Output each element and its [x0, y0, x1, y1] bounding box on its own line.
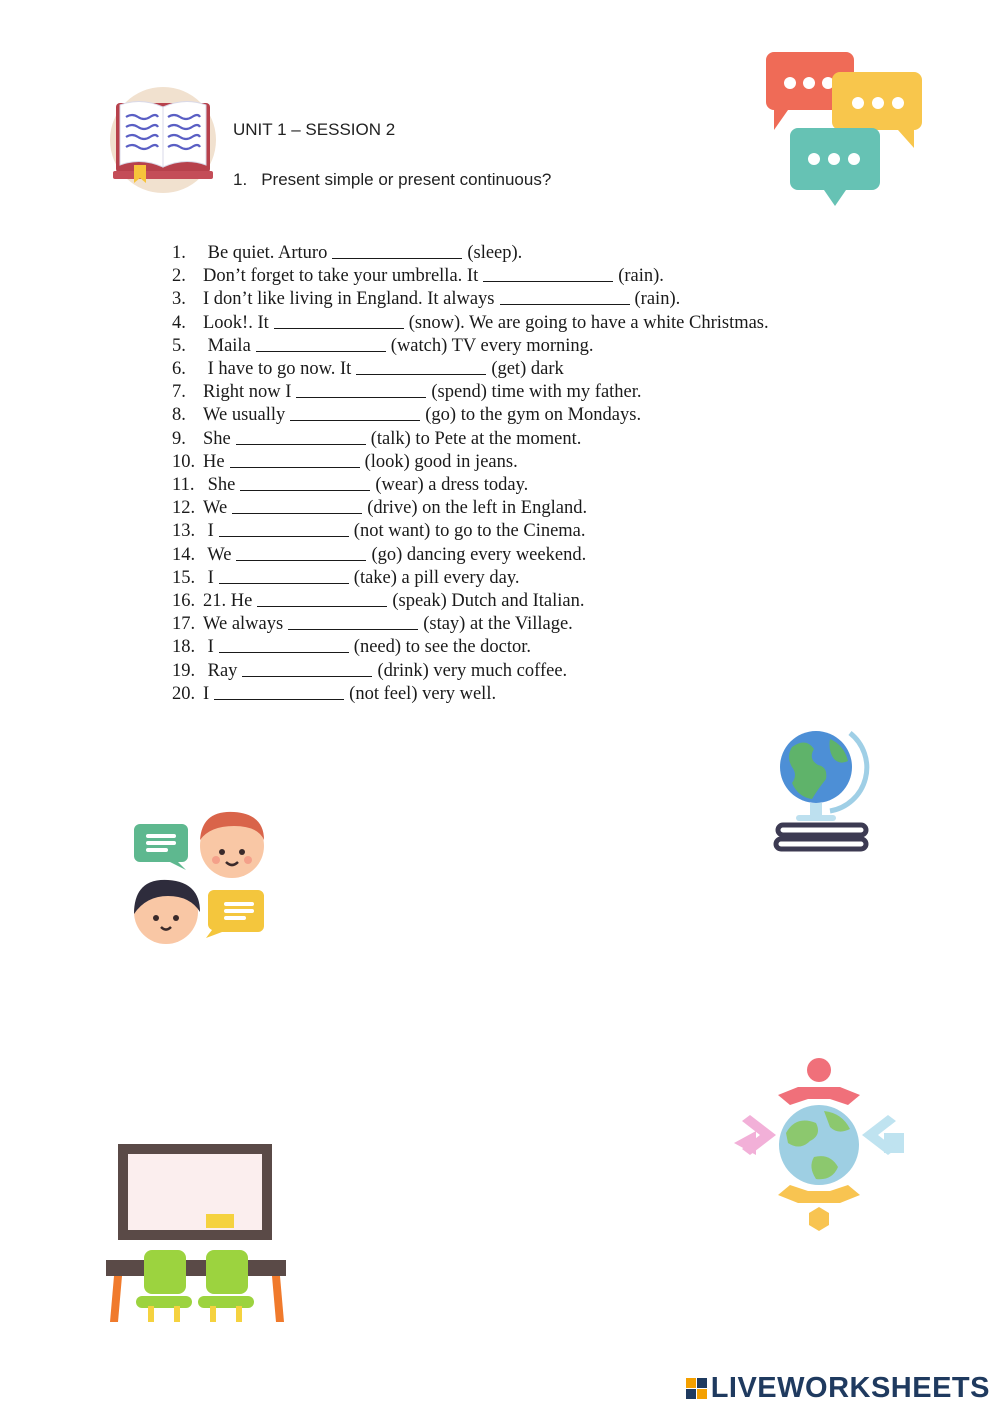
item-text-before: I	[203, 567, 214, 588]
answer-field[interactable]	[219, 636, 349, 653]
item-text-after: (get) dark	[491, 359, 564, 380]
item-text-after: (look) good in jeans.	[364, 451, 518, 472]
exercise-item	[172, 404, 872, 427]
answer-field[interactable]	[219, 567, 349, 584]
speech-bubbles-icon	[762, 48, 927, 210]
answer-field[interactable]	[232, 497, 362, 514]
exercise-list	[172, 242, 872, 706]
item-text-before: 21. He	[203, 591, 253, 612]
exercise-item	[172, 567, 872, 590]
logo-mark-icon	[686, 1378, 707, 1399]
answer-field[interactable]	[214, 683, 344, 700]
item-text-before: I	[203, 521, 214, 542]
exercise-item	[172, 358, 872, 381]
item-number: 6.	[172, 359, 186, 380]
item-text-before: Look!. It	[203, 312, 269, 333]
item-text-before: We usually	[203, 405, 286, 426]
item-text-before: Ray	[203, 660, 238, 681]
exercise-item	[172, 520, 872, 543]
item-text-after: (go) dancing every weekend.	[371, 544, 587, 565]
answer-field[interactable]	[236, 428, 366, 445]
item-text-before: Be quiet. Arturo	[203, 243, 328, 263]
item-text-before: He	[203, 451, 225, 472]
answer-field[interactable]	[236, 544, 366, 561]
answer-field[interactable]	[288, 613, 418, 630]
item-text-after: (rain).	[634, 289, 681, 310]
instruction-text: Present simple or present continuous?	[261, 170, 552, 189]
exercise-item	[172, 242, 872, 265]
item-number: 19.	[172, 660, 196, 681]
item-text-before: I don’t like living in England. It always	[203, 289, 495, 310]
answer-field[interactable]	[332, 242, 462, 259]
classroom-board-icon	[104, 1142, 289, 1327]
exercise-item	[172, 312, 872, 335]
item-text-before: We always	[203, 614, 284, 635]
item-text-before: We	[203, 544, 232, 565]
exercise-item	[172, 497, 872, 520]
item-text-before: I have to go now. It	[203, 359, 352, 380]
exercise-item	[172, 544, 872, 567]
item-number: 4.	[172, 312, 186, 333]
item-text-after: (sleep).	[467, 243, 523, 263]
instruction-number: 1.	[233, 170, 248, 189]
item-number: 20.	[172, 683, 196, 704]
exercise-item	[172, 265, 872, 288]
answer-field[interactable]	[219, 520, 349, 537]
exercise-item	[172, 660, 872, 683]
answer-field[interactable]	[356, 358, 486, 375]
item-number: 7.	[172, 382, 186, 403]
item-text-after: (need) to see the doctor.	[353, 637, 532, 658]
item-number: 12.	[172, 498, 196, 519]
item-text-after: (drive) on the left in England.	[367, 498, 588, 519]
exercise-item	[172, 613, 872, 636]
item-number: 14.	[172, 544, 196, 565]
exercise-item	[172, 381, 872, 404]
item-number: 17.	[172, 614, 196, 635]
brand-text: LIVEWORKSHEETS	[710, 1372, 990, 1404]
exercise-item	[172, 590, 872, 613]
item-text-after: (rain).	[618, 266, 664, 287]
item-text-before: She	[203, 428, 231, 449]
answer-field[interactable]	[256, 335, 386, 352]
exercise-item	[172, 683, 872, 706]
exercise-item	[172, 335, 872, 358]
exercise-item	[172, 428, 872, 451]
item-text-before: I	[203, 683, 210, 704]
item-text-before: Right now I	[203, 382, 292, 403]
item-number: 2.	[172, 266, 186, 287]
item-text-after: (speak) Dutch and Italian.	[392, 591, 585, 612]
answer-field[interactable]	[274, 312, 404, 329]
item-text-after: (go) to the gym on Mondays.	[425, 405, 642, 426]
item-text-before: She	[203, 475, 236, 496]
item-number: 3.	[172, 289, 186, 310]
item-number: 13.	[172, 521, 196, 542]
item-number: 16.	[172, 591, 196, 612]
item-text-after: (take) a pill every day.	[353, 567, 520, 588]
globe-on-books-icon	[772, 725, 872, 855]
item-number: 18.	[172, 637, 196, 658]
answer-field[interactable]	[500, 288, 630, 305]
item-text-before: Maila	[203, 335, 251, 356]
exercise-item	[172, 288, 872, 311]
item-number: 11.	[172, 475, 195, 496]
item-text-after: (snow). We are going to have a white Christmas.	[408, 312, 769, 333]
item-text-before: We	[203, 498, 228, 519]
item-text-after: (not feel) very well.	[349, 683, 497, 704]
open-book-icon	[108, 85, 218, 195]
item-number: 10.	[172, 451, 196, 472]
answer-field[interactable]	[242, 660, 372, 677]
liveworksheets-logo	[686, 1372, 990, 1405]
answer-field[interactable]	[230, 451, 360, 468]
exercise-item	[172, 451, 872, 474]
answer-field[interactable]	[290, 404, 420, 421]
children-chatting-icon	[132, 810, 267, 945]
exercise-item	[172, 636, 872, 659]
item-number: 8.	[172, 405, 186, 426]
item-text-after: (talk) to Pete at the moment.	[370, 428, 582, 449]
item-text-after: (spend) time with my father.	[431, 382, 642, 403]
item-text-after: (wear) a dress today.	[375, 475, 529, 496]
item-text-after: (not want) to go to the Cinema.	[353, 521, 586, 542]
item-text-before: Don’t forget to take your umbrella. It	[203, 266, 479, 287]
item-text-after: (drink) very much coffee.	[377, 660, 568, 681]
item-text-before: I	[203, 637, 214, 658]
item-number: 9.	[172, 428, 186, 449]
item-number: 1.	[172, 243, 186, 263]
world-people-icon	[730, 1055, 908, 1235]
item-text-after: (watch) TV every morning.	[390, 335, 594, 356]
item-number: 15.	[172, 567, 196, 588]
answer-field[interactable]	[296, 381, 426, 398]
page-title: UNIT 1 – SESSION 2	[233, 120, 396, 139]
instruction	[233, 170, 551, 190]
answer-field[interactable]	[257, 590, 387, 607]
answer-field[interactable]	[483, 265, 613, 282]
exercise-item	[172, 474, 872, 497]
answer-field[interactable]	[240, 474, 370, 491]
item-text-after: (stay) at the Village.	[423, 614, 573, 635]
item-number: 5.	[172, 335, 186, 356]
